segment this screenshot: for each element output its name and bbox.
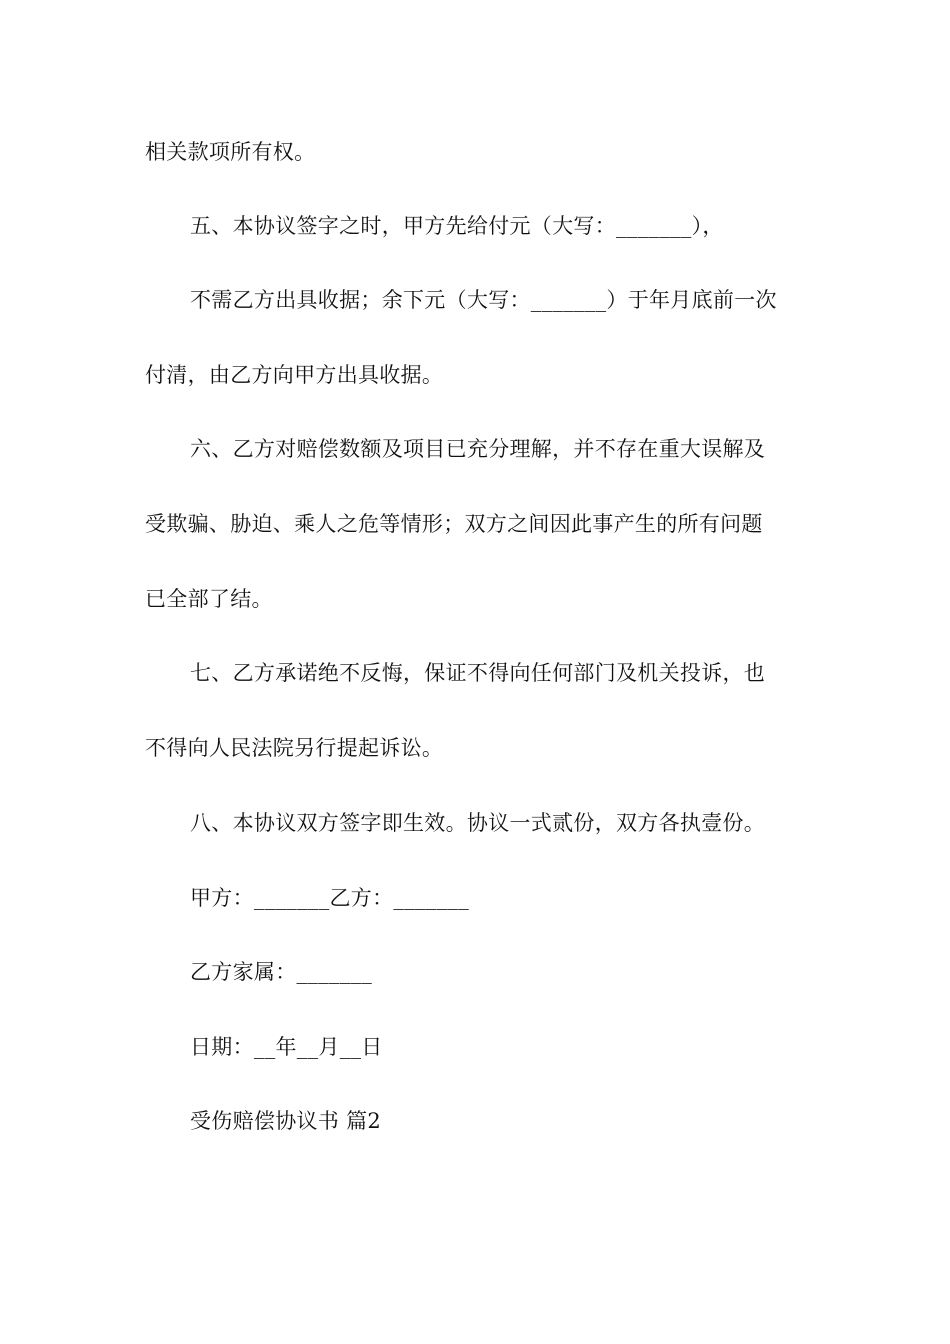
clause-7-line-2: 不得向人民法院另行提起诉讼。 bbox=[145, 736, 444, 760]
clause-6-line-3: 已全部了结。 bbox=[145, 587, 273, 611]
clause-8: 八、本协议双方签字即生效。协议一式贰份，双方各执壹份。 bbox=[190, 811, 766, 835]
section-heading: 受伤赔偿协议书 篇2 bbox=[190, 1109, 382, 1133]
signature-date: 日期：__年__月__日 bbox=[190, 1035, 383, 1059]
clause-6-line-2: 受欺骗、胁迫、乘人之危等情形；双方之间因此事产生的所有问题 bbox=[145, 512, 763, 536]
clause-7-line-1: 七、乙方承诺绝不反悔，保证不得向任何部门及机关投诉，也 bbox=[190, 661, 766, 685]
clause-5-line-2: 不需乙方出具收据；余下元（大写：_______）于年月底前一次 bbox=[190, 288, 777, 312]
clause-5-line-1: 五、本协议签字之时，甲方先给付元（大写：_______）， bbox=[190, 214, 724, 238]
signature-family: 乙方家属：_______ bbox=[190, 960, 373, 984]
signature-parties: 甲方：_______乙方：_______ bbox=[190, 886, 469, 910]
clause-4-continuation: 相关款项所有权。 bbox=[145, 140, 316, 164]
clause-5-line-3: 付清，由乙方向甲方出具收据。 bbox=[145, 363, 444, 387]
clause-6-line-1: 六、乙方对赔偿数额及项目已充分理解，并不存在重大误解及 bbox=[190, 437, 766, 461]
